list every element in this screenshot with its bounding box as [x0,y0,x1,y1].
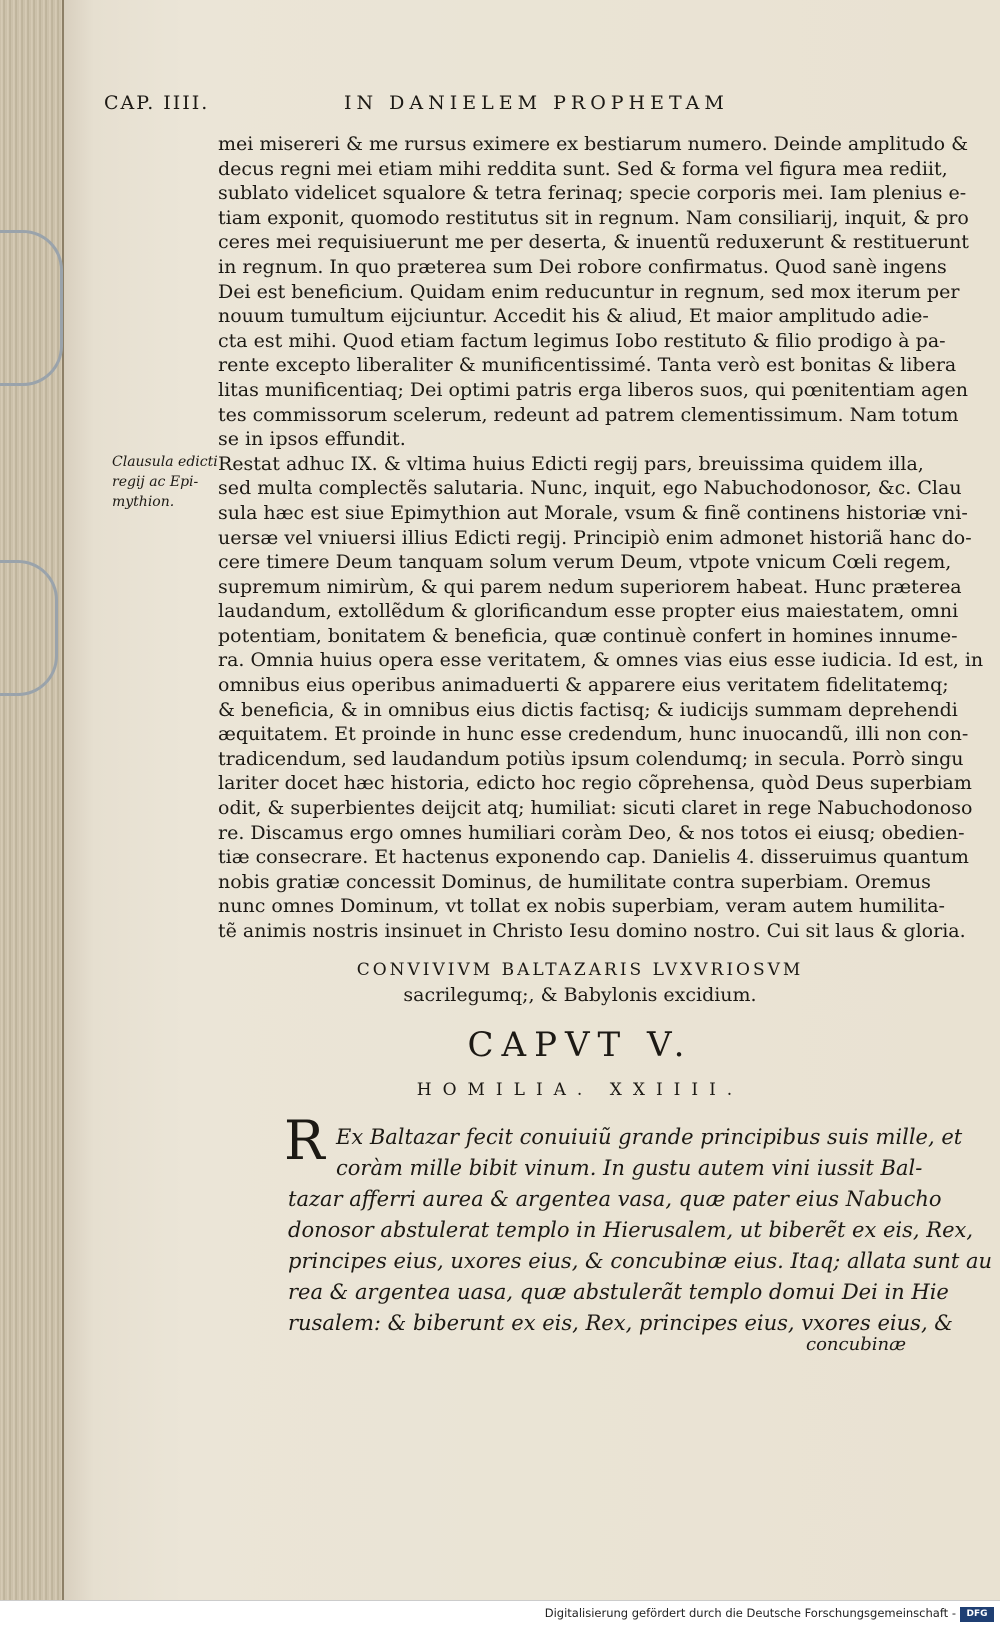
scripture-line: rusalem: & biberunt ex eis, Rex, principes eius, vxores eius, & [288,1311,953,1335]
body-line: rente excepto liberaliter & munificentissimé. Tanta verò est bonitas & libera [218,354,957,377]
marginal-note [112,452,222,512]
body-line: Dei est beneficium. Quidam enim reducuntur in regnum, sed mox iterum per [218,280,960,303]
scripture-line: principes eius, uxores eius, & concubinæ eius. Itaq; allata sunt au [288,1249,993,1273]
funding-credit: Digitalisierung gefördert durch die Deutsche Forschungsgemeinschaft - [544,1606,956,1620]
section-heading [300,960,860,1006]
body-line: sula hæc est siue Epimythion aut Morale, vsum & finẽ continens historiæ vni- [218,501,968,524]
body-line: tiam exponit, quomodo restitutus sit in regnum. Nam consiliarij, inquit, & pro [218,206,969,229]
body-line: nunc omnes Dominum, vt tollat ex nobis superbiam, veram autem humilita- [218,895,945,918]
paper-clip [0,230,63,386]
body-line: cere timere Deum tanquam solum verum Deum, vtpote vnicum Cœli regem, [218,551,952,574]
body-line: decus regni mei etiam mihi reddita sunt. Sed & forma vel figura mea rediit, [218,157,948,180]
scripture-text [288,1122,993,1339]
body-line: potentiam, bonitatem & beneficia, quæ continuè confert in homines innume- [218,624,958,647]
body-line: tẽ animis nostris insinuet in Christo Iesu domino nostro. Cui sit laus & gloria. [218,920,966,942]
body-line: uersæ vel vniuersi illius Edicti regij. Principiò enim admonet historiã hanc do- [218,526,972,549]
section-heading-line1: CONVIVIVM BALTAZARIS LVXVRIOSVM [356,960,804,980]
scripture-line: coràm mille bibit vinum. In gustu autem vini iussit Bal- [336,1156,923,1180]
body-line: omnibus eius operibus animaduerti & apparere eius veritatem fidelitatemq; [218,674,949,697]
body-line: ra. Omnia huius opera esse veritatem, & omnes vias eius esse iudicia. Id est, in [218,649,984,672]
marginal-note-line: Clausula edicti [112,454,218,470]
body-line: tes commissorum scelerum, redeunt ad patrem clementissimum. Nam totum [218,403,959,426]
scripture-line: tazar afferri aurea & argentea vasa, quæ pater eius Nabucho [288,1187,942,1211]
running-head [104,92,824,122]
body-line: odit, & superbientes deijcit atq; humiliat: sicuti claret in rege Nabuchodonoso [218,797,973,820]
body-line: nouum tumultum eijciuntur. Accedit his & aliud, Et maior amplitudo adie- [218,305,929,328]
chapter-heading: CAPVT V. [467,1025,693,1065]
dfg-logo: DFG [960,1607,994,1622]
body-line: tradicendum, sed laudandum potiùs ipsum colendumq; in secula. Porrò singu [218,747,964,770]
body-line: & beneficia, & in omnibus eius dictis factisq; & iudicijs summam deprehendi [218,698,958,721]
marginal-note-line: mythion. [112,494,175,510]
catchword: concubinæ [806,1334,906,1355]
body-line: sublato videlicet squalore & tetra ferinaq; specie corporis mei. Iam plenius e- [218,182,967,205]
body-text [218,132,984,944]
body-line: lariter docet hæc historia, edicto hoc regio cõprehensa, quòd Deus superbiam [218,772,972,795]
body-line: sed multa complectẽs salutaria. Nunc, inquit, ego Nabuchodonosor, &c. Clau [218,477,962,500]
section-heading-line2: sacrilegumq;, & Babylonis excidium. [403,984,757,1006]
body-line: re. Discamus ergo omnes humiliari coràm Deo, & nos totos ei eiusq; obedien- [218,821,965,844]
drop-initial: R [284,1109,325,1172]
body-line: mei misereri & me rursus eximere ex bestiarum numero. Deinde amplitudo & [218,133,968,155]
body-line: laudandum, extollẽdum & glorificandum esse propter eius maiestatem, omni [218,600,959,623]
body-line: cta est mihi. Quod etiam factum legimus Iobo restituto & filio prodigo à pa- [218,329,946,352]
body-line: in regnum. In quo præterea sum Dei robore confirmatus. Quod sanè ingens [218,255,947,278]
running-head-title: IN DANIELEM PROPHETAM [344,92,729,114]
scripture-line: Ex Baltazar fecit conuiuiũ grande principibus suis mille, et [336,1125,963,1149]
body-line: se in ipsos effundit. [218,428,406,451]
body-line: ceres mei requisiuerunt me per deserta, & inuentũ reduxerunt & restituerunt [218,231,969,254]
body-line: æquitatem. Et proinde in hunc esse credendum, hunc inuocandũ, illi non con- [218,723,969,746]
homily-heading: HOMILIA. XXIIII. [416,1080,744,1100]
body-line: Restat adhuc IX. & vltima huius Edicti regij pars, breuissima quidem illa, [218,452,924,475]
digitization-footer [0,1600,1000,1628]
body-line: nobis gratiæ concessit Dominus, de humilitate contra superbiam. Oremus [218,870,931,893]
paper-clip-lower [0,560,58,696]
marginal-note-line: regij ac Epi- [112,474,199,490]
scripture-line: rea & argentea uasa, quæ abstulerãt templo domui Dei in Hie [288,1280,949,1304]
body-line: tiæ consecrare. Et hactenus exponendo cap. Danielis 4. disseruimus quantum [218,846,969,869]
body-line: supremum nimirùm, & qui parem nedum superiorem habeat. Hunc præterea [218,575,962,598]
scripture-line: donosor abstulerat templo in Hierusalem, ut biberẽt ex eis, Rex, [288,1218,974,1242]
body-line: litas munificentiaq; Dei optimi patris erga liberos suos, qui pœnitentiam agen [218,378,968,401]
running-head-chapter: CAP. IIII. [104,92,210,114]
